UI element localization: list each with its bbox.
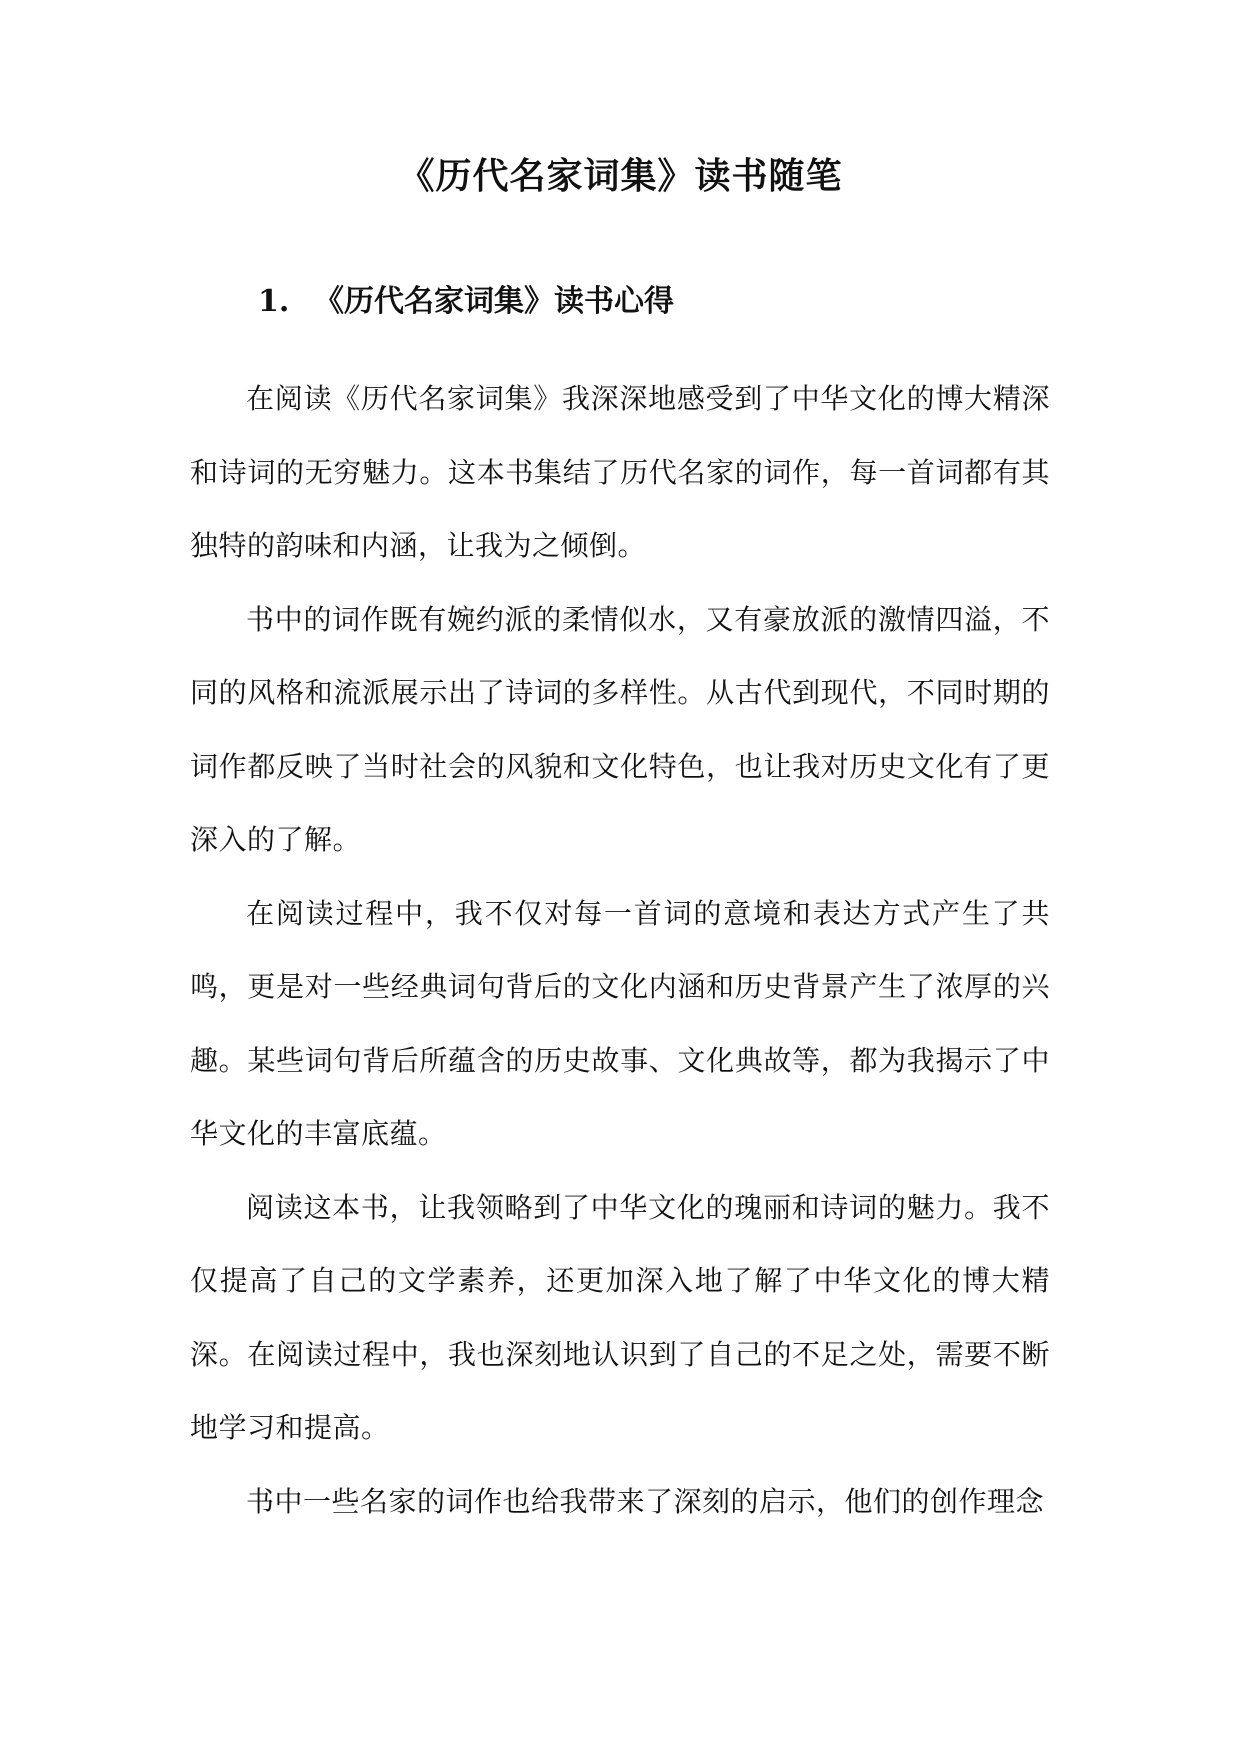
document-title: 《历代名家词集》读书随笔	[398, 155, 843, 197]
paragraph-1: 在阅读《历代名家词集》我深深地感受到了中华文化的博大精深和诗词的无穷魅力。这本书集结了历代名家的词作，每一首词都有其独特的韵味和内涵，让我为之倾倒。	[190, 382, 1050, 562]
section-heading	[258, 278, 674, 326]
body-text	[190, 362, 1050, 1538]
section-number: 1.	[258, 284, 290, 319]
paragraph-3: 在阅读过程中，我不仅对每一首词的意境和表达方式产生了共鸣，更是对一些经典词句背后的文化内涵和历史背景产生了浓厚的兴趣。某些词句背后所蕴含的历史故事、文化典故等，都为我揭示了中华文化的丰富底蕴。	[190, 896, 1050, 1150]
paragraph-5: 书中一些名家的词作也给我带来了深刻的启示，他们的创作理念	[246, 1484, 1045, 1518]
section-heading-text: 《历代名家词集》读书心得	[314, 284, 674, 319]
paragraph-2: 书中的词作既有婉约派的柔情似水，又有豪放派的激情四溢，不同的风格和流派展示出了诗词的多样性。从古代到现代，不同时期的词作都反映了当时社会的风貌和文化特色，也让我对历史文化有了更深入的了解。	[190, 602, 1050, 856]
paragraph-4: 阅读这本书，让我领略到了中华文化的瑰丽和诗词的魅力。我不仅提高了自己的文学素养，还更加深入地了解了中华文化的博大精深。在阅读过程中，我也深刻地认识到了自己的不足之处，需要不断地学习和提高。	[190, 1190, 1050, 1444]
